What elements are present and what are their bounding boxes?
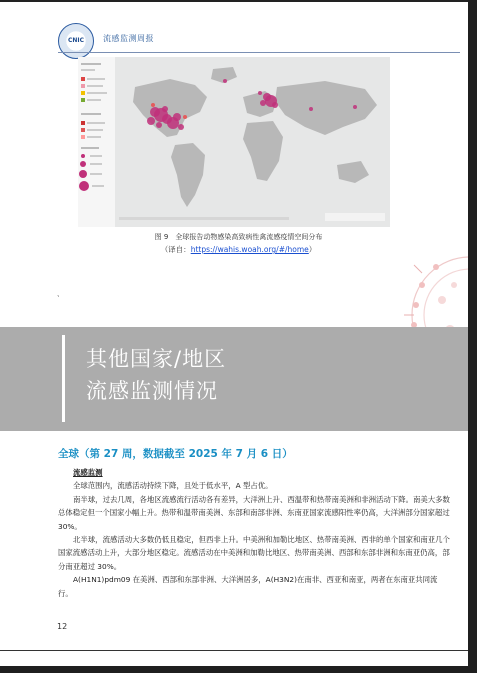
paragraph: 全球范围内，流感活动持续下降，且处于低水平，A 型占优。: [73, 481, 273, 491]
outbreak-world-map: [78, 57, 390, 227]
figure-source: [0, 244, 477, 255]
section-title: 全球（第 27 周，数据截至 2025 年 7 月 6 日）: [58, 448, 293, 460]
source-prefix: （译自：: [160, 245, 191, 254]
source-suffix: ）: [308, 245, 317, 254]
paragraph: 南半球，过去几周，各地区流感流行活动各有差异，大洋洲上升、西温带和热带南美洲和非洲活动下降。南美大多数总体稳定但一个国家小幅上升。热带和温带南美洲、东部和南部非洲、东南亚国家流感阳性率仍高，大洋洲部分国家超过 30%。: [58, 494, 450, 531]
section-banner: [0, 327, 468, 431]
section-body: [58, 466, 451, 600]
world-map-graphic: [115, 57, 390, 227]
stray-mark: 、: [57, 290, 64, 298]
section-subhead: 流感监测: [73, 468, 103, 477]
page-inner-bottom-rule: [0, 650, 468, 651]
cnic-logo: [58, 23, 94, 59]
page-border-right: [468, 0, 477, 673]
paragraph: A(H1N1)pdm09 在美洲、西部和东部非洲、大洋洲居多，A(H3N2)在南非、西亚和南亚，两者在东南亚共同流行。: [58, 575, 438, 598]
figure-caption: 图 9 全球报告动物感染高致病性禽流感疫情空间分布: [154, 233, 323, 241]
map-legend: [78, 57, 115, 227]
header-divider: [58, 52, 460, 53]
logo-text: CNIC: [68, 37, 85, 44]
page-border-bottom: [0, 666, 477, 673]
page-border-top: [0, 0, 477, 2]
map-legend-graphic: [78, 57, 115, 227]
banner-title-line2: 流感监测情况: [86, 379, 218, 403]
source-link[interactable]: https://wahis.woah.org/#/home: [190, 245, 309, 254]
banner-accent-bar: [62, 335, 65, 422]
banner-title-line1: 其他国家/地区: [86, 347, 227, 371]
page-number: 12: [57, 622, 68, 631]
paragraph: 北半球，流感活动大多数仍低且稳定，但西非上升。中美洲和加勒比地区、热带南美洲、西非的单个国家和南亚几个国家流感活动上升，大部分地区稳定。流感活动在中美洲和加勒比地区、热带南美洲、西部和东部非洲和东南亚仍高，部分南亚超过 30%。: [58, 535, 450, 571]
header-title: 流感监测周报: [103, 34, 154, 43]
